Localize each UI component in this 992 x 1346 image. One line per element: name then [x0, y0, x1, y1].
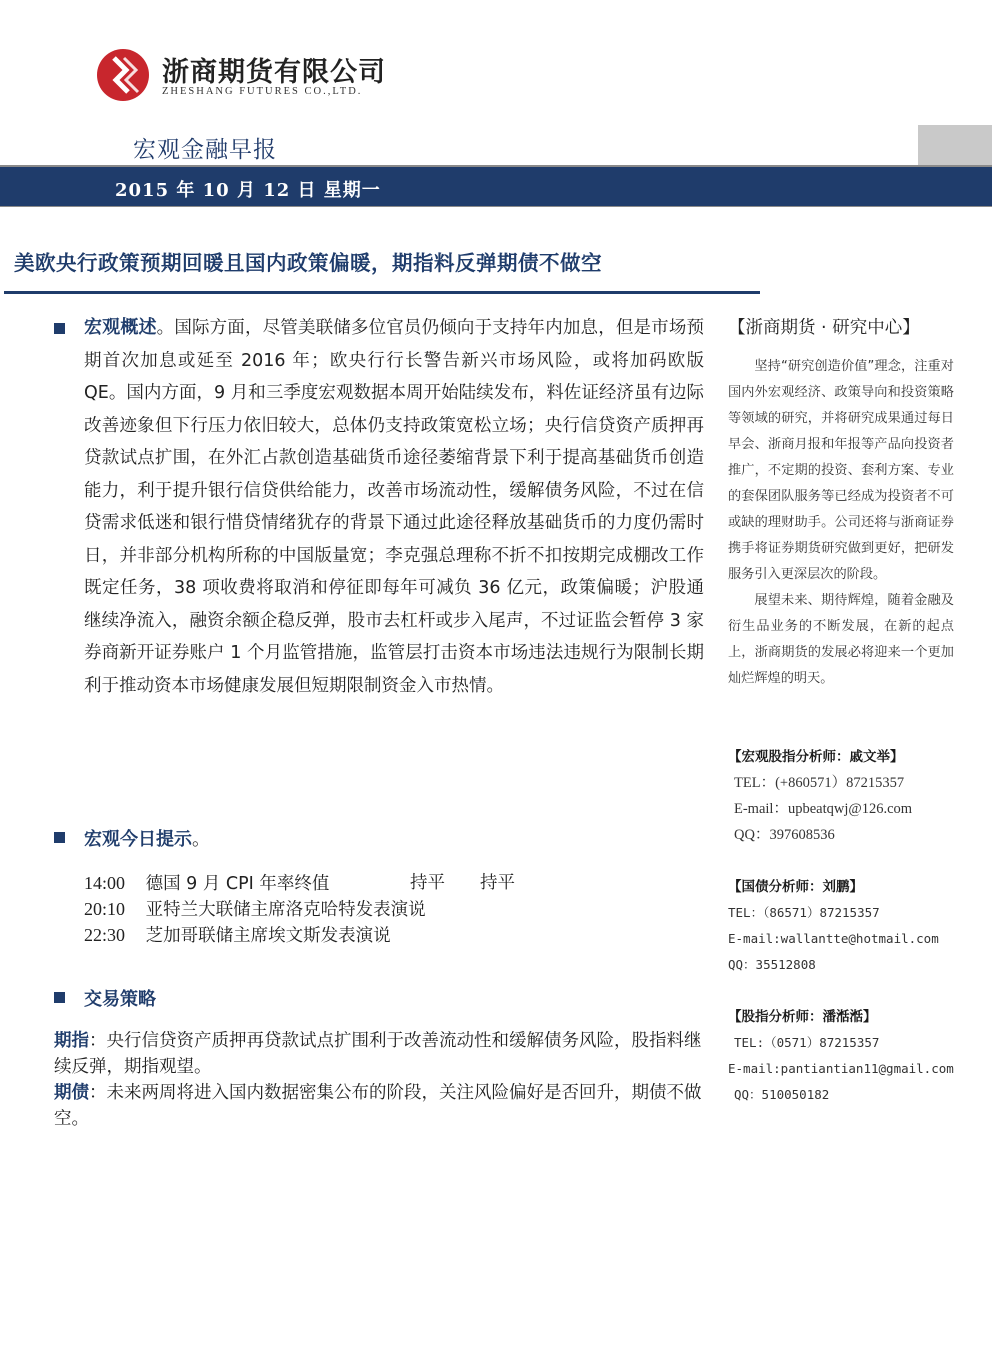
strategy-label: 期指	[54, 1031, 89, 1051]
event-prev: 持平	[410, 873, 445, 893]
strategy-text: ：未来两周将进入国内数据密集公布的阶段，关注风险偏好是否回升，期债不做空。	[54, 1083, 702, 1129]
strategy-item	[54, 1080, 706, 1132]
event-time: 14:00	[84, 873, 126, 893]
macro-overview-body: 。国际方面，尽管美联储多位官员仍倾向于支持年内加息，但是市场预期首次加息或延至 2016 年；欧央行行长警告新兴市场风险，或将加码欧版 QE。国内方面，9 月和三季度宏观数据本周开始陆续发布，料佐证经济虽有边际改善迹象但下行压力依旧较大，总体仍支持政策宽松立场；央行信贷资产质押再贷款试点扩围，在外汇占款创造基础货币途径萎缩背景下利于提高基础货币创造能力，利于提升银行信贷供给能力，改善市场流动性，缓解债务风险，不过在信贷需求低迷和银行惜贷情绪犹存的背景下通过此途径释放基础货币的力度仍需时日，并非部分机构所称的中国版量宽；李克强总理称不折不扣按期完成棚改工作既定任务，38 项收费将取消和停征即每年可减负 36 亿元，政策偏暖；沪股通继续净流入，融资余额企稳反弹，股市去杠杆或步入尾声，不过证监会暂停 3 家券商新开证券账户 1 个月监管措施，监管层打击资本市场违法违规行为限制长期利于推动资本市场健康发展但短期限制资金入市热情。	[84, 318, 705, 696]
sidebar-paragraph: 展望未来、期待辉煌，随着金融及衍生品业务的不断发展，在新的起点上，浙商期货的发展必将迎来一个更加灿烂辉煌的明天。	[728, 593, 954, 686]
event-expect: 持平	[480, 873, 515, 893]
analyst-qq: QQ：35512808	[728, 957, 816, 972]
event-row	[84, 870, 515, 896]
strategy-text: ：央行信贷资产质押再贷款试点扩围利于改善流动性和缓解债务风险，股指料继续反弹，期指观望。	[54, 1031, 702, 1077]
analyst-title: 【宏观股指分析师：戚文举】	[728, 749, 904, 765]
macro-overview-paragraph	[84, 312, 704, 702]
analyst-email: E-mail:pantiantian11@gmail.com	[728, 1061, 954, 1076]
sidebar-paragraph: 坚持“研究创造价值”理念，注重对国内外宏观经济、政策导向和投资策略等领域的研究，并将研究成果通过每日早会、浙商月报和年报等产品向投资者推广，不定期的投资、套利方案、专业的套保团队服务等已经成为投资者不可或缺的理财助手。公司还将与浙商证券携手将证券期货研究做到更好，把研发服务引入更深层次的阶段。	[728, 359, 954, 582]
headline: 美欧央行政策预期回暖且国内政策偏暖，期指料反弹期债不做空	[14, 251, 602, 275]
analyst-title: 【国债分析师：刘鹏】	[728, 879, 863, 895]
bullet-square-icon	[54, 992, 65, 1003]
report-name: 宏观金融早报	[133, 137, 277, 163]
event-name: 芝加哥联储主席埃文斯发表演说	[145, 926, 391, 946]
event-name: 德国 9 月 CPI 年率终值	[145, 874, 330, 894]
today-tips-heading	[84, 825, 210, 851]
sidebar-heading: 【浙商期货 · 研究中心】	[728, 318, 920, 338]
headline-underline	[4, 291, 760, 294]
analyst-email: E-mail：upbeatqwj@126.com	[734, 801, 913, 817]
company-logo-icon	[96, 48, 150, 102]
analyst-qq: QQ：397608536	[734, 827, 835, 843]
analyst-title: 【股指分析师：潘湉湉】	[728, 1009, 877, 1025]
report-date: 2015 年 10 月 12 日 星期一	[115, 180, 381, 201]
analyst-tel: TEL：(+860571）87215357	[734, 775, 905, 791]
event-list	[84, 870, 515, 948]
header-divider-bottom	[0, 206, 992, 207]
strategy-title: 交易策略	[84, 989, 156, 1010]
event-row	[84, 922, 426, 948]
company-name-cn: 浙商期货有限公司	[162, 57, 386, 88]
today-tips-title: 宏观今日提示	[84, 829, 192, 850]
sidebar-intro	[728, 354, 954, 692]
strategy-item	[54, 1028, 706, 1080]
analyst-contact-card	[728, 874, 939, 978]
event-name: 亚特兰大联储主席洛克哈特发表演说	[145, 900, 426, 920]
analyst-contact-card	[728, 744, 912, 848]
header-grey-block	[918, 125, 992, 165]
analyst-tel: TEL:（0571）87215357	[734, 1035, 880, 1050]
company-name-en: ZHESHANG FUTURES CO.,LTD.	[162, 86, 363, 97]
strategy-label: 期债	[54, 1083, 89, 1103]
event-row	[84, 896, 426, 922]
company-logo	[96, 48, 396, 104]
analyst-contact-card	[728, 1004, 954, 1108]
analyst-email: E-mail:wallantte@hotmail.com	[728, 931, 939, 946]
macro-overview-title: 宏观概述	[84, 317, 157, 338]
event-time: 22:30	[84, 925, 126, 945]
analyst-tel: TEL：（86571）87215357	[728, 905, 880, 920]
strategy-list	[54, 1028, 706, 1132]
today-tips-suffix: 。	[192, 829, 210, 850]
bullet-square-icon	[54, 323, 65, 334]
bullet-square-icon	[54, 832, 65, 843]
analyst-qq: QQ：510050182	[734, 1087, 830, 1102]
event-time: 20:10	[84, 899, 126, 919]
